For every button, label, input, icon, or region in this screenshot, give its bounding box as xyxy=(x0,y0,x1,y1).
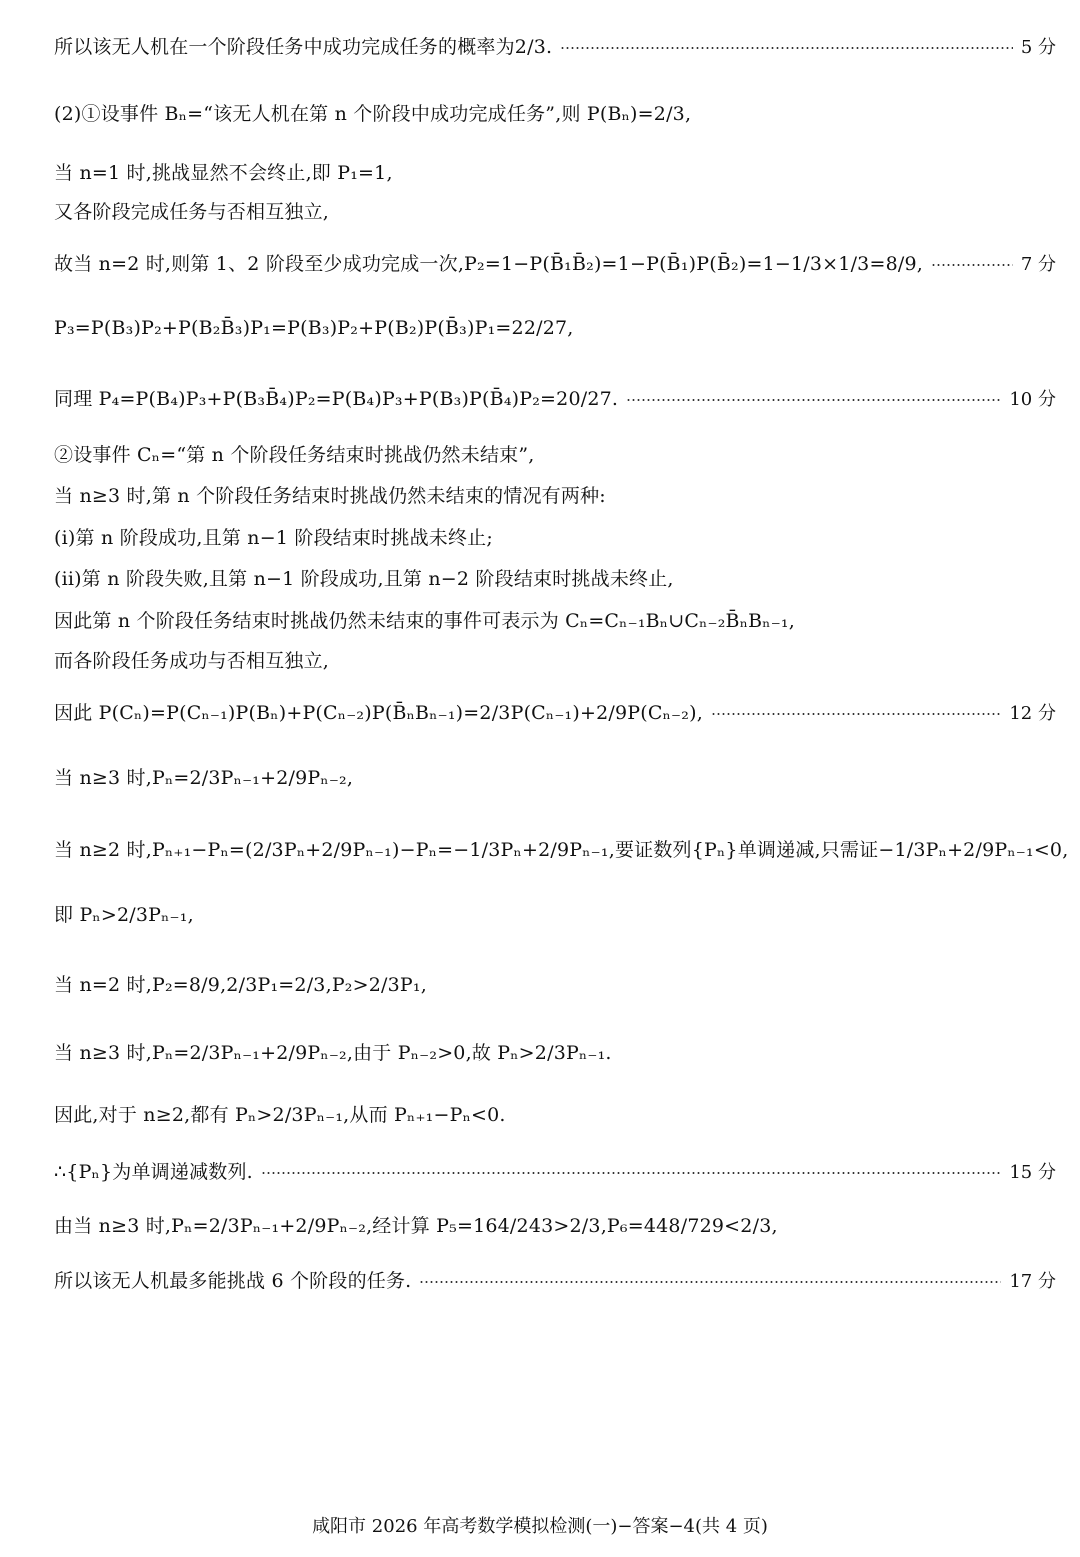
solution-line-text: 因此第 n 个阶段任务结束时挑战仍然未结束的事件可表示为 Cₙ=Cₙ₋₁Bₙ∪Cₙ₋₂B̄ₙBₙ₋₁, xyxy=(54,610,795,632)
solution-line-text: 当 n≥2 时,Pₙ₊₁−Pₙ=(2/3Pₙ+2/9Pₙ₋₁)−Pₙ=−1/3Pₙ+2/9Pₙ₋₁,要证数列{Pₙ}单调递减,只需证−1/3Pₙ+2/9Pₙ₋₁<0, xyxy=(54,839,1069,861)
dot-leader xyxy=(419,1281,1001,1283)
solution-line-text: 同理 P₄=P(B₄)P₃+P(B₃B̄₄)P₂=P(B₄)P₃+P(B₃)P(B̄₄)P₂=20/27. xyxy=(54,388,619,410)
dot-leader xyxy=(261,1172,1001,1174)
solution-line xyxy=(54,1266,1056,1293)
solution-line xyxy=(54,384,1056,411)
solution-line-text: 即 Pₙ>2/3Pₙ₋₁, xyxy=(54,904,194,926)
solution-line-text: 所以该无人机最多能挑战 6 个阶段的任务. xyxy=(54,1270,412,1292)
solution-line-text: (2)①设事件 Bₙ=“该无人机在第 n 个阶段中成功完成任务”,则 P(Bₙ)=2/3, xyxy=(54,103,692,125)
solution-line-text: 当 n=2 时,P₂=8/9,2/3P₁=2/3,P₂>2/3P₁, xyxy=(54,974,427,996)
solution-line xyxy=(54,32,1056,59)
solution-line xyxy=(54,197,1056,224)
solution-line-text: 当 n≥3 时,Pₙ=2/3Pₙ₋₁+2/9Pₙ₋₂, xyxy=(54,767,354,789)
solution-line xyxy=(54,835,1069,862)
dot-leader xyxy=(560,47,1013,49)
solution-line xyxy=(54,523,1056,550)
solution-line xyxy=(54,698,1056,725)
solution-line xyxy=(54,249,1056,276)
dot-leader xyxy=(931,264,1013,266)
solution-line-text: ∴{Pₙ}为单调递减数列. xyxy=(54,1161,253,1183)
solution-line-text: (i)第 n 阶段成功,且第 n−1 阶段结束时挑战未终止; xyxy=(54,527,493,549)
solution-line-text: 当 n≥3 时,Pₙ=2/3Pₙ₋₁+2/9Pₙ₋₂,由于 Pₙ₋₂>0,故 Pₙ>2/3Pₙ₋₁. xyxy=(54,1042,612,1064)
solution-line-text: 又各阶段完成任务与否相互独立, xyxy=(54,201,330,223)
solution-line-text: 当 n=1 时,挑战显然不会终止,即 P₁=1, xyxy=(54,162,393,184)
solution-line-text: 因此 P(Cₙ)=P(Cₙ₋₁)P(Bₙ)+P(Cₙ₋₂)P(B̄ₙBₙ₋₁)=2/3P(Cₙ₋₁)+2/9P(Cₙ₋₂), xyxy=(54,702,703,724)
solution-line xyxy=(54,900,1056,927)
solution-line xyxy=(54,1038,1056,1065)
solution-line-text: 故当 n=2 时,则第 1、2 阶段至少成功完成一次,P₂=1−P(B̄₁B̄₂)=1−P(B̄₁)P(B̄₂)=1−1/3×1/3=8/9, xyxy=(54,253,924,275)
solution-line xyxy=(54,440,1056,467)
score-label: 7 分 xyxy=(1020,253,1056,275)
solution-line xyxy=(54,99,1056,126)
score-label: 17 分 xyxy=(1009,1270,1056,1292)
solution-line xyxy=(54,1157,1056,1184)
solution-line-text: ②设事件 Cₙ=“第 n 个阶段任务结束时挑战仍然未结束”, xyxy=(54,444,535,466)
score-label: 5 分 xyxy=(1020,36,1056,58)
solution-line xyxy=(54,646,1056,673)
solution-line-text: (ii)第 n 阶段失败,且第 n−1 阶段成功,且第 n−2 阶段结束时挑战未终止, xyxy=(54,568,674,590)
solution-line-text: 所以该无人机在一个阶段任务中成功完成任务的概率为2/3. xyxy=(54,36,553,58)
solution-line xyxy=(54,606,1056,633)
score-label: 15 分 xyxy=(1009,1161,1056,1183)
solution-line xyxy=(54,970,1056,997)
solution-line xyxy=(54,1100,1056,1127)
solution-line-text: 由当 n≥3 时,Pₙ=2/3Pₙ₋₁+2/9Pₙ₋₂,经计算 P₅=164/243>2/3,P₆=448/729<2/3, xyxy=(54,1215,778,1237)
score-label: 12 分 xyxy=(1009,702,1056,724)
solution-line-text: P₃=P(B₃)P₂+P(B₂B̄₃)P₁=P(B₃)P₂+P(B₂)P(B̄₃)P₁=22/27, xyxy=(54,317,574,339)
dot-leader xyxy=(626,399,1001,401)
solution-line xyxy=(54,1211,1056,1238)
solution-line xyxy=(54,564,1056,591)
score-label: 10 分 xyxy=(1009,388,1056,410)
solution-line xyxy=(54,481,1056,508)
solution-line xyxy=(54,763,1056,790)
solution-line-text: 而各阶段任务成功与否相互独立, xyxy=(54,650,330,672)
page-footer: 咸阳市 2026 年高考数学模拟检测(一)−答案−4(共 4 页) xyxy=(312,1516,768,1537)
solution-line xyxy=(54,317,1056,339)
solution-line-text: 因此,对于 n≥2,都有 Pₙ>2/3Pₙ₋₁,从而 Pₙ₊₁−Pₙ<0. xyxy=(54,1104,506,1126)
solution-line xyxy=(54,158,1056,185)
dot-leader xyxy=(711,713,1001,715)
solution-line-text: 当 n≥3 时,第 n 个阶段任务结束时挑战仍然未结束的情况有两种: xyxy=(54,485,606,507)
